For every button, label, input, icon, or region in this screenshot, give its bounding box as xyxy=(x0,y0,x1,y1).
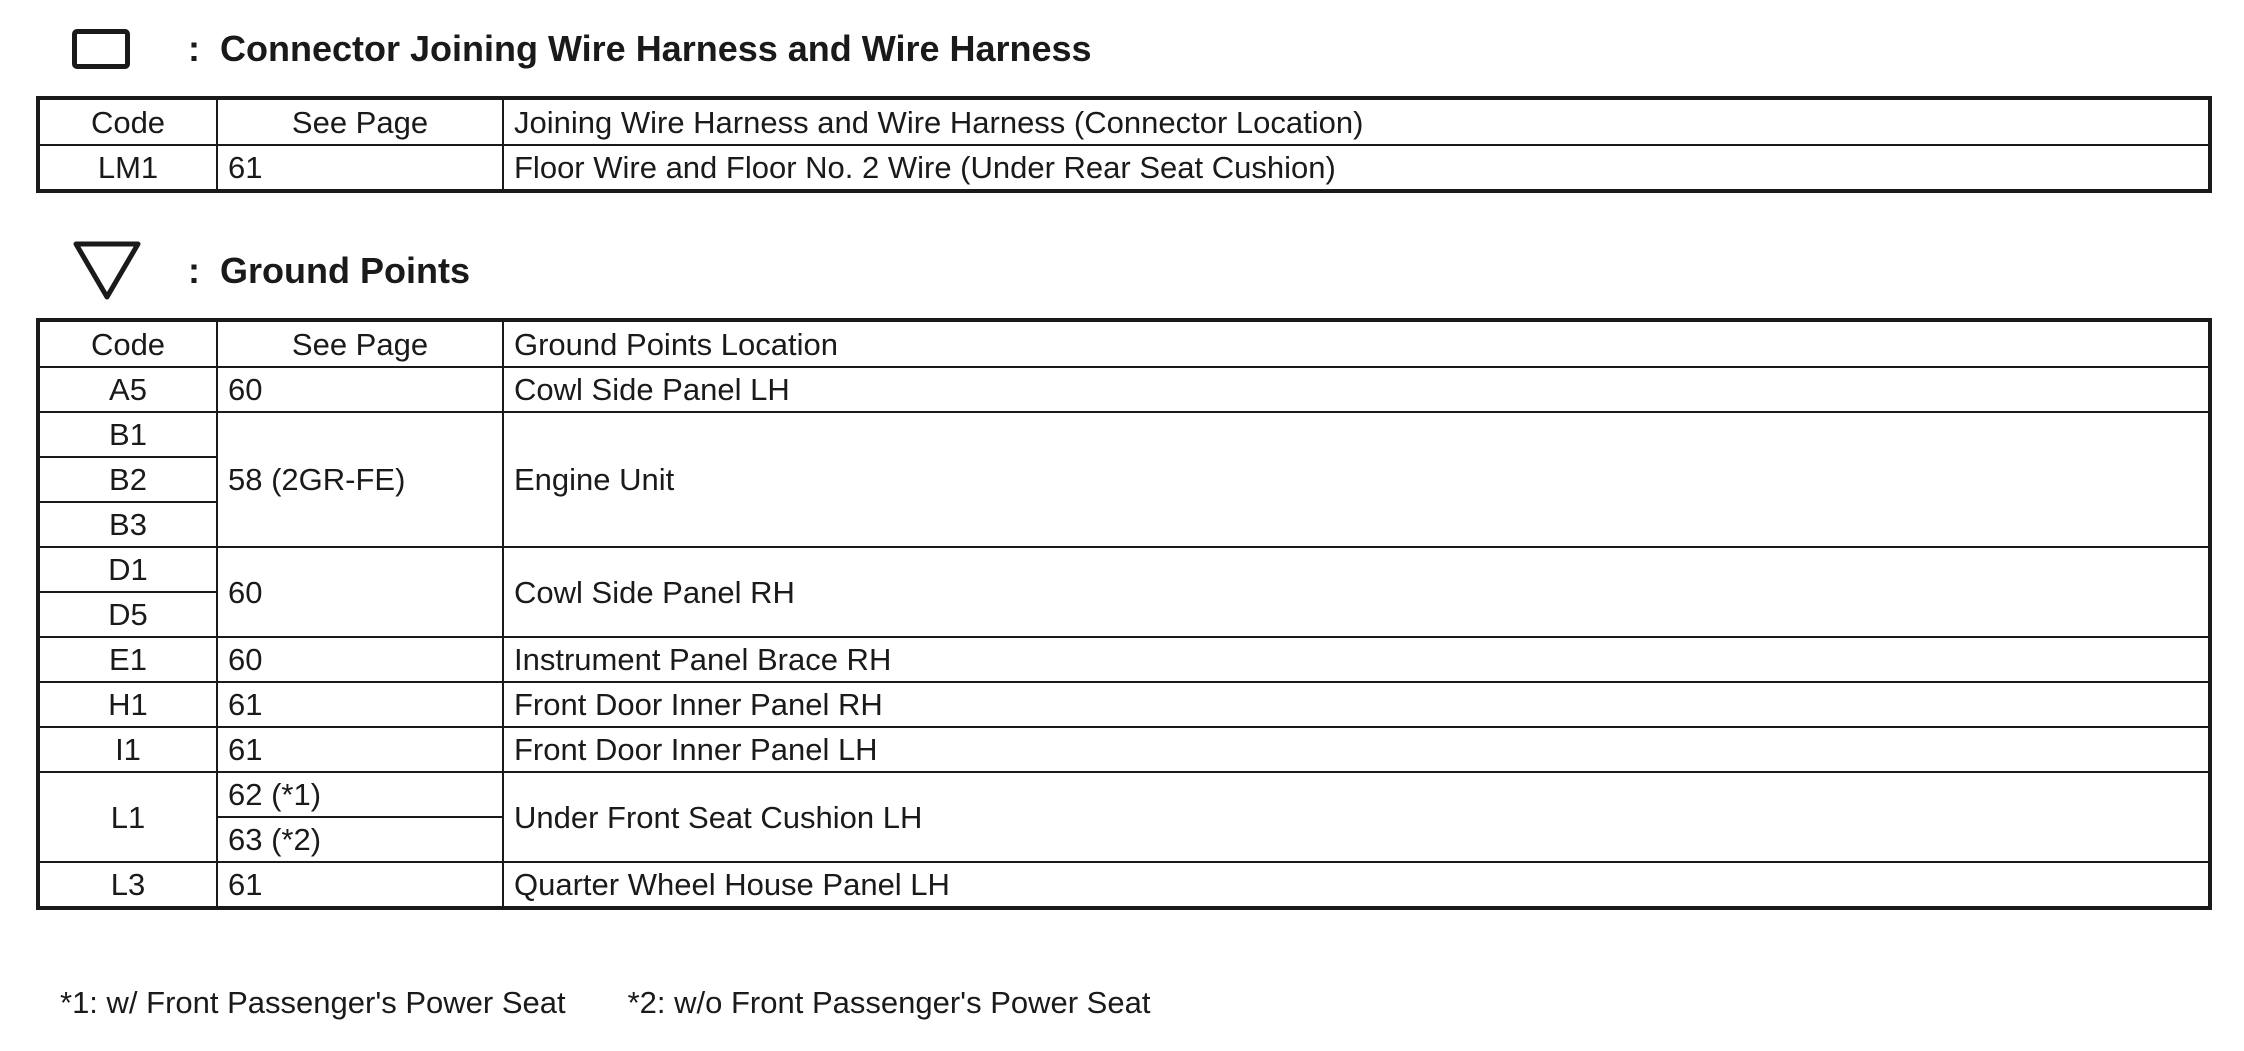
connector-heading-colon: : xyxy=(188,28,200,69)
ground-triangle-icon xyxy=(72,240,142,302)
footnote-1: *1: w/ Front Passenger's Power Seat xyxy=(60,985,566,1020)
header-code: Code xyxy=(38,320,217,367)
cell-code: LM1 xyxy=(38,145,217,191)
cell-location: Cowl Side Panel LH xyxy=(503,367,2210,412)
cell-code: B3 xyxy=(38,502,217,547)
cell-location: Quarter Wheel House Panel LH xyxy=(503,862,2210,908)
table-row xyxy=(38,682,2210,727)
table-header-row xyxy=(38,320,2210,367)
table-row xyxy=(38,862,2210,908)
cell-code: I1 xyxy=(38,727,217,772)
footnote-2: *2: w/o Front Passenger's Power Seat xyxy=(627,985,1151,1020)
cell-page: 61 xyxy=(217,862,503,908)
cell-location: Engine Unit xyxy=(503,412,2210,547)
cell-location: Under Front Seat Cushion LH xyxy=(503,772,2210,862)
cell-page: 60 xyxy=(217,637,503,682)
cell-page: 61 xyxy=(217,682,503,727)
cell-page: 60 xyxy=(217,547,503,637)
cell-location: Instrument Panel Brace RH xyxy=(503,637,2210,682)
connector-section-heading xyxy=(72,28,1092,70)
header-see-page: See Page xyxy=(217,320,503,367)
table-row xyxy=(38,145,2210,191)
header-code: Code xyxy=(38,98,217,145)
table-row xyxy=(38,772,2210,817)
header-location: Ground Points Location xyxy=(503,320,2210,367)
cell-location: Front Door Inner Panel LH xyxy=(503,727,2210,772)
cell-code: E1 xyxy=(38,637,217,682)
header-location: Joining Wire Harness and Wire Harness (Connector Location) xyxy=(503,98,2210,145)
connector-section-title: Connector Joining Wire Harness and Wire Harness xyxy=(220,28,1092,69)
cell-code: H1 xyxy=(38,682,217,727)
ground-section-title: Ground Points xyxy=(220,250,470,291)
cell-code: D5 xyxy=(38,592,217,637)
ground-heading-colon: : xyxy=(188,250,200,291)
cell-code: B2 xyxy=(38,457,217,502)
footnotes xyxy=(60,985,1150,1021)
cell-page: 61 xyxy=(217,727,503,772)
table-row xyxy=(38,637,2210,682)
table-row xyxy=(38,412,2210,457)
cell-location: Cowl Side Panel RH xyxy=(503,547,2210,637)
table-row xyxy=(38,547,2210,592)
ground-section-heading xyxy=(72,240,470,302)
cell-page: 58 (2GR-FE) xyxy=(217,412,503,547)
cell-code: A5 xyxy=(38,367,217,412)
connector-table xyxy=(36,96,2212,193)
cell-page: 63 (*2) xyxy=(217,817,503,862)
cell-code: B1 xyxy=(38,412,217,457)
connector-square-icon xyxy=(72,29,130,69)
table-row xyxy=(38,367,2210,412)
cell-code: L3 xyxy=(38,862,217,908)
cell-page: 62 (*1) xyxy=(217,772,503,817)
header-see-page: See Page xyxy=(217,98,503,145)
ground-points-table xyxy=(36,318,2212,910)
cell-page: 60 xyxy=(217,367,503,412)
cell-code: D1 xyxy=(38,547,217,592)
cell-code: L1 xyxy=(38,772,217,862)
cell-location: Front Door Inner Panel RH xyxy=(503,682,2210,727)
cell-page: 61 xyxy=(217,145,503,191)
table-row xyxy=(38,727,2210,772)
cell-location: Floor Wire and Floor No. 2 Wire (Under Rear Seat Cushion) xyxy=(503,145,2210,191)
table-header-row xyxy=(38,98,2210,145)
